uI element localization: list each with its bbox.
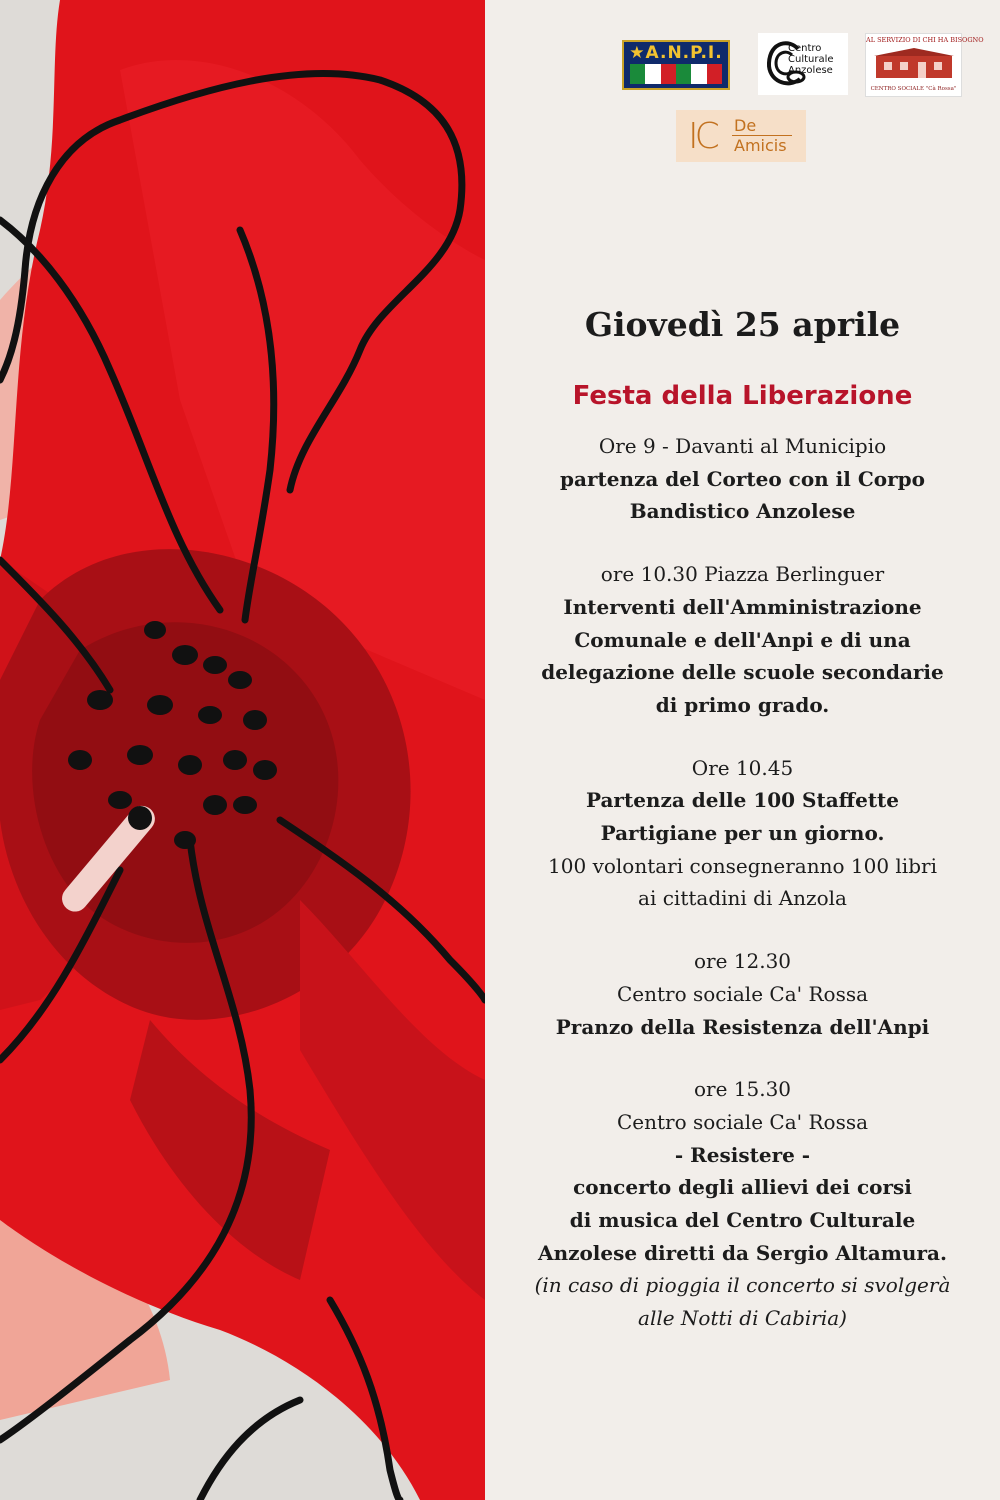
event-line: di primo grado.: [655, 692, 830, 717]
info-panel: [485, 0, 1000, 1500]
event-line: alle Notti di Cabiria): [638, 1306, 847, 1331]
centro-culturale-logo-text: Centro Culturale Anzolese: [788, 43, 834, 76]
de-amicis-logo-de: De: [734, 116, 757, 135]
event-list: [466, 430, 1000, 1335]
event-line: Bandistico Anzolese: [629, 499, 856, 524]
building-logo-icon: [874, 46, 954, 80]
de-amicis-logo-amicis: Amicis: [734, 136, 787, 155]
event-title: Festa della Liberazione: [572, 381, 913, 411]
event-line: ore 15.30: [693, 1077, 792, 1102]
de-amicis-logo: [676, 110, 806, 162]
event-line: Ore 9 - Davanti al Municipio: [598, 434, 887, 458]
event-line: partenza del Corteo con il Corpo: [560, 466, 925, 491]
de-amicis-logo-ic: IC: [688, 116, 716, 157]
event-item: [466, 558, 1000, 722]
event-content: [466, 300, 1000, 1365]
centro-culturale-logo: [758, 33, 848, 95]
event-line: delegazione delle scuole secondarie: [541, 660, 944, 685]
italian-flag-icon: [630, 64, 722, 84]
event-line: Interventi dell'Amministrazione: [563, 594, 922, 619]
poppy-flower-icon: [0, 0, 485, 1500]
anpi-logo: [622, 40, 730, 90]
event-line: (in caso di pioggia il concerto si svolgerà: [534, 1273, 951, 1298]
event-item: [466, 1073, 1000, 1335]
event-line: Partenza delle 100 Staffette: [585, 788, 900, 813]
ca-rossa-logo-top-text: AL SERVIZIO DI CHI HA BISOGNO: [866, 36, 984, 44]
event-line: Anzolese diretti da Sergio Altamura.: [538, 1240, 947, 1265]
event-line: concerto degli allievi dei corsi: [573, 1175, 912, 1200]
event-item: [466, 945, 1000, 1043]
event-line: ore 12.30: [693, 949, 792, 974]
event-item: [466, 752, 1000, 916]
anpi-logo-text: ★A.N.P.I.: [629, 43, 723, 63]
event-line: ore 10.30 Piazza Berlinguer: [600, 562, 885, 587]
ca-rossa-logo-bottom-text: CENTRO SOCIALE "Cà Rossa": [870, 86, 957, 92]
event-line: 100 volontari consegneranno 100 libri: [548, 853, 937, 878]
event-line: - Resistere -: [674, 1142, 811, 1167]
event-line: ai cittadini di Anzola: [638, 886, 847, 911]
event-line: Ore 10.45: [691, 755, 794, 780]
event-line: Pranzo della Resistenza dell'Anpi: [555, 1014, 930, 1039]
event-item: [466, 430, 1000, 528]
event-line: Centro sociale Ca' Rossa: [616, 981, 869, 1006]
event-line: Partigiane per un giorno.: [600, 821, 885, 846]
event-line: Comunale e dell'Anpi e di una: [574, 627, 911, 652]
event-line: di musica del Centro Culturale: [569, 1208, 916, 1233]
event-date: Giovedì 25 aprile: [584, 305, 901, 344]
ca-rossa-logo: [865, 33, 984, 97]
poppy-artwork: [0, 0, 485, 1500]
event-line: Centro sociale Ca' Rossa: [616, 1109, 869, 1134]
